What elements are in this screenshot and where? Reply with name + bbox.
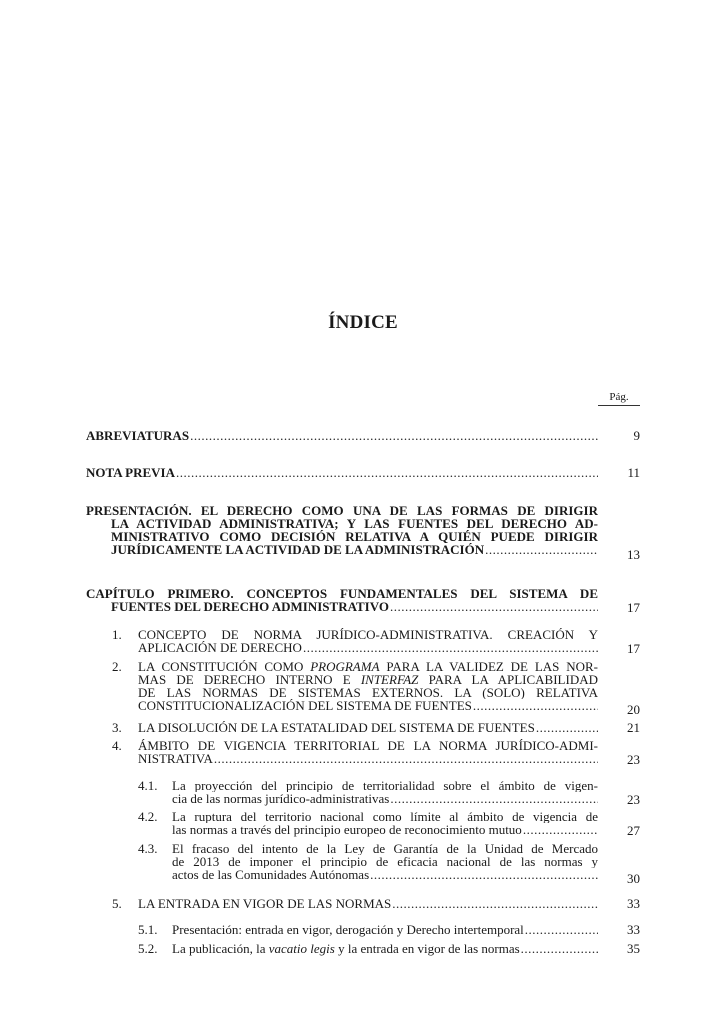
subsection-number: 4.1. [138, 778, 158, 793]
index-title: ÍNDICE [328, 312, 398, 333]
section-number: 4. [112, 738, 122, 753]
toc-title-line: CONSTITUCIONALIZACIÓN DEL SISTEMA DE FUENTES [138, 698, 472, 713]
toc-title-part: y la entrada en vigor de las normas [334, 941, 520, 956]
subsection-number: 5.2. [138, 941, 158, 956]
toc-entry-capitulo-primero[interactable] [86, 587, 598, 613]
toc-title-part: La publicación, la [172, 941, 269, 956]
toc-page-number: 13 [627, 547, 640, 562]
toc-entry-presentacion[interactable] [86, 504, 598, 556]
toc-page-number: 21 [627, 720, 640, 735]
leader-dots [303, 641, 598, 654]
leader-dots [214, 752, 598, 765]
leader-dots [390, 600, 598, 613]
toc-page-number: 17 [627, 641, 640, 656]
toc-title-line: FUENTES DEL DERECHO ADMINISTRATIVO [111, 599, 389, 614]
toc-entry-section-4-1[interactable] [172, 779, 598, 805]
toc-page-number: 33 [627, 896, 640, 911]
section-number: 5. [112, 896, 122, 911]
subsection-number: 4.2. [138, 809, 158, 824]
toc-page-number: 9 [633, 428, 640, 443]
leader-dots [473, 699, 598, 712]
toc-title-part: PARA LA VALIDEZ DE LAS NOR- [379, 660, 598, 673]
toc-entry-section-5[interactable] [138, 897, 598, 910]
subsection-number: 4.3. [138, 841, 158, 856]
toc-entry-section-5-2[interactable] [172, 942, 598, 955]
toc-title-line: DE LAS NORMAS DE SISTEMAS EXTERNOS. LA (SOLO) RELATIVA [138, 686, 598, 699]
leader-dots [190, 429, 598, 442]
section-number: 2. [112, 659, 122, 674]
toc-title-italic: PROGRAMA [310, 660, 380, 673]
toc-title-line: actos de las Comunidades Autónomas [172, 867, 370, 882]
toc-page-number: 17 [627, 600, 640, 615]
toc-title-line: LA ACTIVIDAD ADMINISTRATIVA; Y LAS FUENTES DEL DERECHO AD- [111, 517, 598, 530]
toc-title-line: cia de las normas jurídico-administrativas [172, 791, 390, 806]
toc-title-line: NISTRATIVA [138, 751, 213, 766]
toc-title-line: CONCEPTO DE NORMA JURÍDICO-ADMINISTRATIVA. CREACIÓN Y [138, 628, 598, 641]
leader-dots [525, 923, 598, 936]
leader-dots [523, 823, 598, 836]
toc-page-number: 33 [627, 922, 640, 937]
toc-entry-section-4-2[interactable] [172, 810, 598, 836]
toc-title-part: LA CONSTITUCIÓN COMO [138, 660, 311, 673]
leader-dots [390, 792, 598, 805]
leader-dots [176, 466, 598, 479]
toc-title-part: PARA LA APLICABILIDAD [418, 673, 598, 686]
page-column-label: Pág. [598, 391, 640, 406]
toc-title-line: Presentación: entrada en vigor, derogación y Derecho intertemporal [172, 922, 524, 937]
leader-dots [485, 543, 598, 556]
toc-title-line: LA DISOLUCIÓN DE LA ESTATALIDAD DEL SISTEMA DE FUENTES [138, 720, 535, 735]
toc-title-line: La proyección del principio de territorialidad sobre el ámbito de vigen- [172, 779, 598, 792]
toc-entry-section-4-3[interactable] [172, 842, 598, 881]
leader-dots [521, 942, 598, 955]
toc-page-number: 30 [627, 871, 640, 886]
toc-page-number: 23 [627, 752, 640, 767]
toc-title-line: CAPÍTULO PRIMERO. CONCEPTOS FUNDAMENTALES DEL SISTEMA DE [86, 587, 598, 600]
toc-entry-abreviaturas[interactable] [86, 429, 598, 442]
toc-page-number: 11 [627, 465, 640, 480]
toc-entry-section-5-1[interactable] [172, 923, 598, 936]
toc-title-line: JURÍDICAMENTE LA ACTIVIDAD DE LA ADMINISTRACIÓN [111, 542, 485, 557]
section-number: 1. [112, 627, 122, 642]
toc-page-number: 35 [627, 941, 640, 956]
toc-title-line: El fracaso del intento de la Ley de Garantía de la Unidad de Mercado [172, 842, 598, 855]
toc-title-line: MINISTRATIVO COMO DECISIÓN RELATIVA A QUIÉN PUEDE DIRIGIR [111, 530, 598, 543]
toc-entry-section-4[interactable] [138, 739, 598, 765]
section-number: 3. [112, 720, 122, 735]
toc-title-line: La ruptura del territorio nacional como límite al ámbito de vigencia de [172, 810, 598, 823]
toc-title: ABREVIATURAS [86, 428, 190, 443]
toc-entry-nota-previa[interactable] [86, 466, 598, 479]
toc-title-italic: vacatio legis [268, 941, 335, 956]
toc-entry-section-3[interactable] [138, 721, 598, 734]
toc-title: NOTA PREVIA [86, 465, 175, 480]
toc-entry-section-2[interactable] [138, 660, 598, 712]
leader-dots [392, 897, 598, 910]
subsection-number: 5.1. [138, 922, 158, 937]
toc-title-line: LA ENTRADA EN VIGOR DE LAS NORMAS [138, 896, 392, 911]
toc-title-line: las normas a través del principio europeo de reconocimiento mutuo [172, 822, 522, 837]
toc-title-part: MAS DE DERECHO INTERNO E [138, 673, 361, 686]
toc-title-line: APLICACIÓN DE DERECHO [138, 640, 302, 655]
toc-page-number: 20 [627, 702, 640, 717]
toc-title-line: ÁMBITO DE VIGENCIA TERRITORIAL DE LA NORMA JURÍDICO-ADMI- [138, 739, 598, 752]
toc-title-italic: INTERFAZ [360, 673, 419, 686]
toc-entry-section-1[interactable] [138, 628, 598, 654]
toc-title-line: de 2013 de imponer el principio de eficacia nacional de las normas y [172, 855, 598, 868]
leader-dots [536, 721, 598, 734]
toc-page-number: 23 [627, 792, 640, 807]
toc-title-line: PRESENTACIÓN. EL DERECHO COMO UNA DE LAS FORMAS DE DIRIGIR [86, 504, 598, 517]
leader-dots [370, 868, 598, 881]
toc-page-number: 27 [627, 823, 640, 838]
